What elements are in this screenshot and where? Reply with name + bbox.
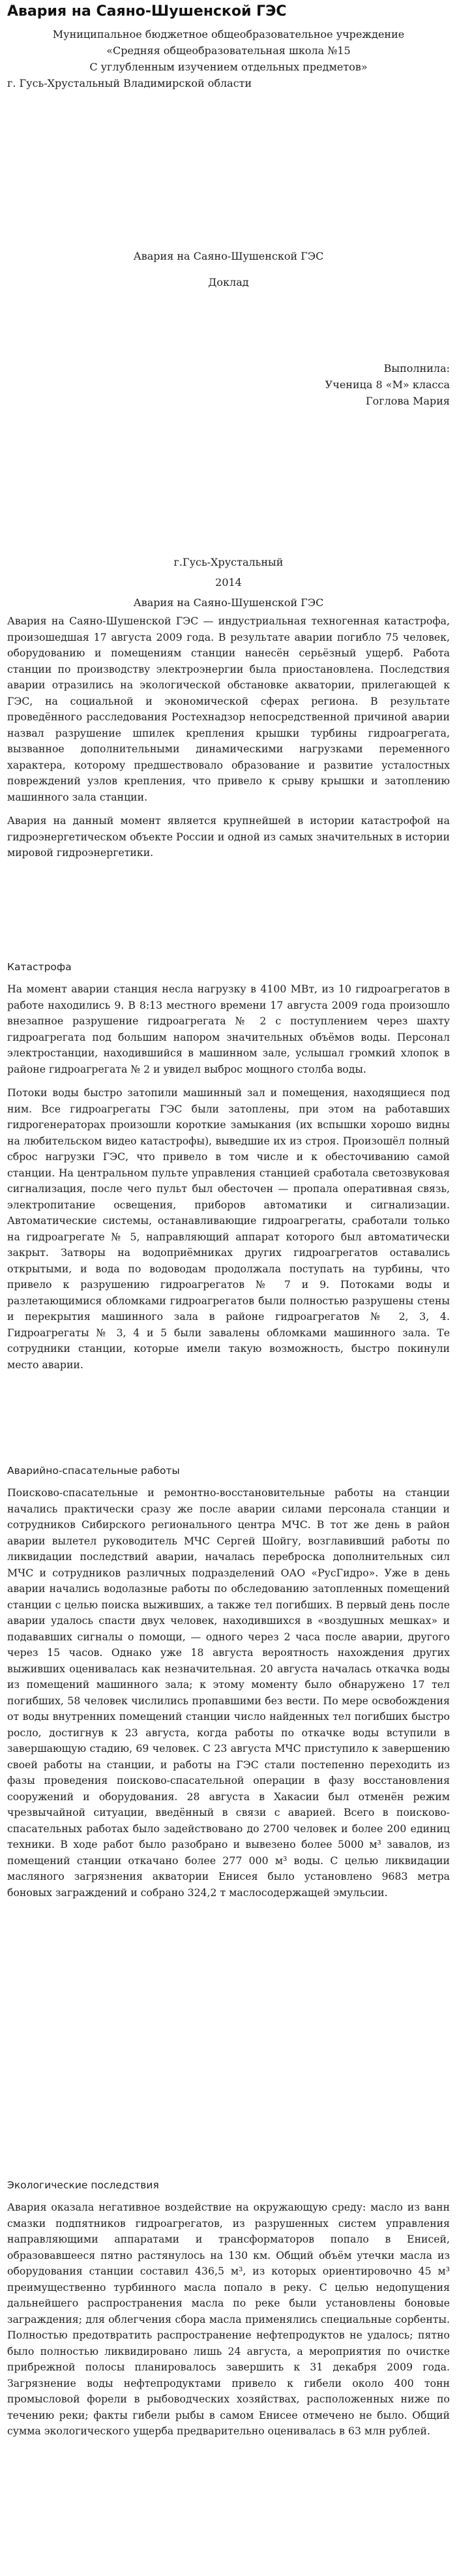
section-paragraph: Потоки воды быстро затопили машинный зал и помещения, находящиеся под ним. Все гидроагрегаты ГЭС были затоплены, при этом на работавших гидрогенераторах произошли короткие замыкания (их вспышки хорошо видны на любительском видео катастрофы), выведшие их из строя. Произошёл полный сброс нагрузки ГЭС, что привело в том числе и к обесточиванию самой станции. На центральном пульте управления станцией сработала светозвуковая сигнализация, после чего пульт был обесточен — пропала оперативная связь, электропитание освещения, приборов автоматики и сигнализации. Автоматические системы, останавливающие гидроагрегаты, сработали только на гидроагрегате № 5, направляющий аппарат которого был автоматически закрыт. Затворы на водоприёмниках других гидроагрегатов оставались открытыми, и вода по водоводам продолжала поступать на турбины, что привело к разрушению гидроагрегатов № 7 и 9. Потоками воды и разлетающимися обломками гидроагрегатов были полностью разрушены стены и перекрытия машинного зала в районе гидроагрегатов № 2, 3, 4. Гидроагрегаты № 3, 4 и 5 были завалены обломками машинного зала. Те сотрудники станции, которые имели такую возможность, быстро покинули место аварии. [7,1086,450,1371]
section-heading: Экологические последствия [7,2179,159,2191]
author-name: Гоглова Мария [366,395,450,407]
section-heading: Катастрофа [7,961,72,973]
section-rescue [7,1463,450,1901]
document-title: Авария на Саяно-Шушенской ГЭС [7,3,287,20]
footer-topic: Авария на Саяно-Шушенской ГЭС [133,596,324,609]
section-paragraph: На момент аварии станция несла нагрузку в 4100 МВт, из 10 гидроагрегатов в работе находились 9. В 8:13 местного времени 17 августа 2009 года произошло внезапное разрушение гидроагрегата № 2 с поступлением через шахту гидроагрегата под большим напором значительных объёмов воды. Персонал электростанции, находившийся в машинном зале, услышал громкий хлопок в районе гидроагрегата № 2 и увидел выброс мощного столба воды. [7,983,450,1075]
school-line-3: С углубленным изучением отдельных предметов» [89,61,368,73]
author-label: Выполнила: [383,362,450,375]
section-heading: Аварийно-спасательные работы [7,1465,180,1477]
report-kind: Доклад [208,276,249,288]
author-block [7,360,450,409]
footer-city: г.Гусь-Хрустальный [173,556,284,568]
section-catastrophe [7,959,450,1373]
section-paragraph: Авария оказала негативное воздействие на окружающую среду: масло из ванн смазки подпятников гидроагрегатов, из разрушенных систем управления направляющими аппаратами и трансформаторов попало в Енисей, образовавшееся пятно растянулось на 130 км. Общий объём утечки масла из оборудования станции составил 436,5 м³, из которых ориентировочно 45 м³ преимущественно турбинного масла попало в реку. С целью недопущения дальнейшего распространения масла по реке были установлены боновые заграждения; для облегчения сбора масла применялись специальные сорбенты. Полностью предотвратить распространение нефтепродуктов не удалось; пятно было полностью ликвидировано лишь 24 августа, а мероприятия по очистке прибрежной полосы планировалось завершить к 31 декабря 2009 года. Загрязнение воды нефтепродуктами привело к гибели около 400 тонн промысловой форели в рыбоводческих хозяйствах, расположенных ниже по течению реки; факты гибели рыбы в самом Енисее отмечено не было. Общий сумма экологического ущерба предварительно оценивалась в 63 млн рублей. [7,2201,450,2437]
footer-year: 2014 [215,576,242,589]
school-location: г. Гусь-Хрустальный Владимирской области [7,77,252,89]
report-topic: Авария на Саяно-Шушенской ГЭС [133,250,324,262]
intro-paragraph: Авария на данный момент является крупнейшей в истории катастрофой на гидроэнергетическом объекте России и одной из самых значительных в истории мировой гидроэнергетики. [7,814,450,859]
section-ecology [7,2177,450,2440]
author-grade: Ученица 8 «М» класса [325,378,450,391]
section-paragraph: Поисково-спасательные и ремонтно-восстановительные работы на станции начались практически сразу же после аварии силами персонала станции и сотрудников Сибирского регионального центра МЧС. В тот же день в район аварии вылетел руководитель МЧС Сергей Шойгу, возглавивший работы по ликвидации последствий аварии, началась переброска дополнительных сил МЧС и сотрудников различных подразделений ОАО «РусГидро». Уже в день аварии начались водолазные работы по обследованию затопленных помещений станции с целью поиска выживших, а также тел погибших. В первый день после аварии удалось спасти двух человек, находившихся в «воздушных мешках» и подававших сигналы о помощи, — одного через 2 часа после аварии, другого через 15 часов. Однако уже 18 августа вероятность нахождения других выживших оценивалась как незначительная. 20 августа началась откачка воды из помещений машинного зала; к этому моменту было обнаружено 17 тел погибших, 58 человек числились пропавшими без вести. По мере освобождения от воды внутренних помещений станции число найденных тел погибших быстро росло, достигнув к 23 августа, когда работы по откачке воды вступили в завершающую стадию, 69 человек. С 23 августа МЧС приступило к завершению своей работы на станции, и работы на ГЭС стали постепенно переходить из фазы проведения поисково-спасательной операции в фазу восстановления сооружений и оборудования. 28 августа в Хакасии был отменён режим чрезвычайной ситуации, введённый в связи с аварией. Всего в поисково-спасательных работах было задействовано до 2700 человек и более 200 единиц техники. В ходе работ было разобрано и вывезено более 5000 м³ завалов, из помещений станции откачано более 277 000 м³ воды. С целью ликвидации масляного загрязнения акватории Енисея было установлено 9683 метра боновых заграждений и собрано 324,2 т маслосодержащей эмульсии. [7,1486,450,1899]
school-name-block [7,26,450,75]
footer-block [7,554,450,611]
school-line-2: «Средняя общеобразовательная школа №15 [106,44,351,57]
school-line-1: Муниципальное бюджетное общеобразовательное учреждение [52,28,405,40]
intro-block [7,613,450,861]
intro-paragraph: Авария на Саяно-Шушенской ГЭС — индустриальная техногенная катастрофа, произошедшая 17 августа 2009 года. В результате аварии погибло 75 человек, оборудованию и помещениям станции нанесён серьёзный ущерб. Работа станции по производству электроэнергии была приостановлена. Последствия аварии отразились на экологической обстановке акватории, прилегающей к ГЭС, на социальной и экономической сферах региона. В результате проведённого расследования Ростехнадзор непосредственной причиной аварии назвал разрушение шпилек крепления крышки турбины гидроагрегата, вызванное дополнительными динамическими нагрузками переменного характера, которому предшествовало образование и развитие усталостных повреждений узлов крепления, что привело к срыву крышки и затоплению машинного зала станции. [7,615,450,803]
